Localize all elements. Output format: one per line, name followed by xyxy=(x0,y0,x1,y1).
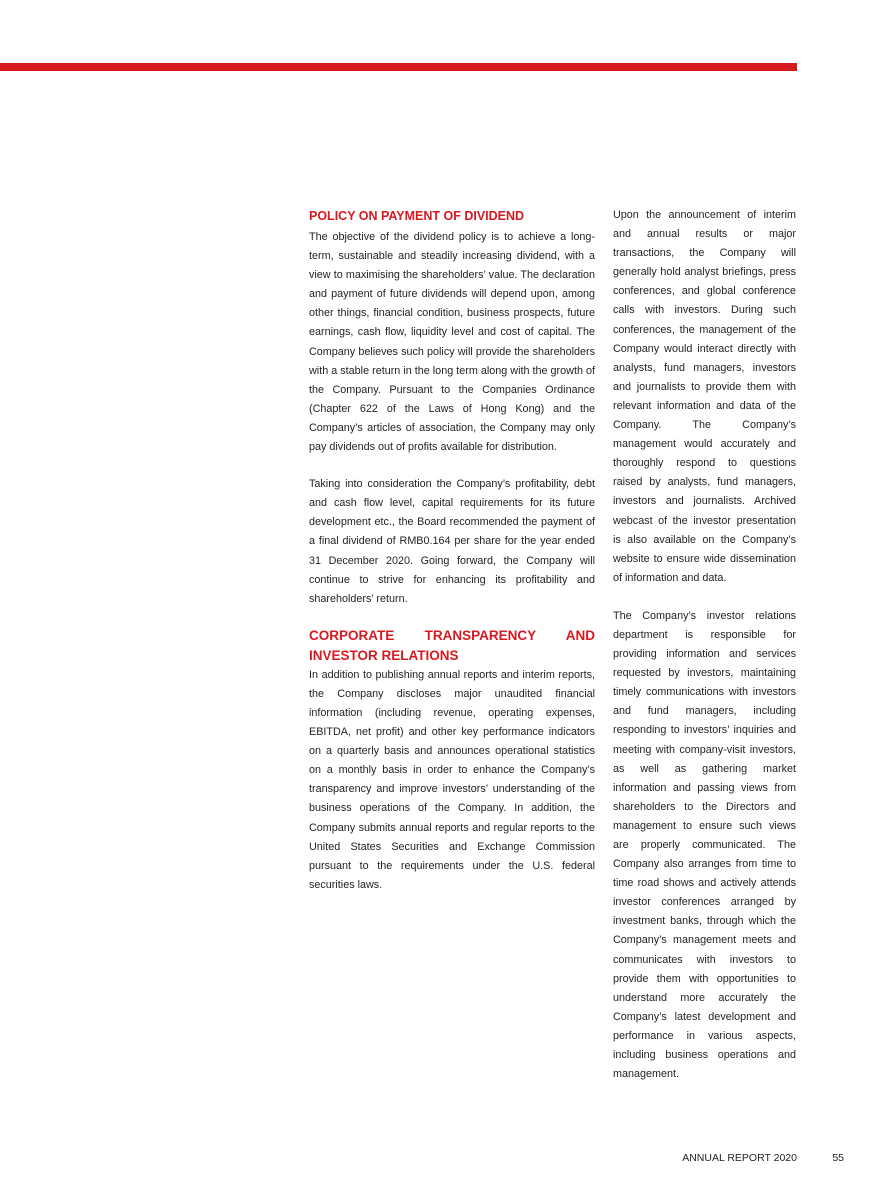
dividend-policy-paragraph-2: Taking into consideration the Company’s profitability, debt and cash flow level, capital requirements for its future development etc., the Board recommended the payment of a final dividend of RMB0.164 per share for the year ended 31 December 2020. Going forward, the Company will continue to strive for enhancing its profitability and shareholders’ return. xyxy=(309,478,595,605)
footer-report-title: ANNUAL REPORT 2020 xyxy=(682,1152,797,1164)
page-number: 55 xyxy=(832,1152,844,1164)
transparency-paragraph-1: In addition to publishing annual reports and interim reports, the Company discloses major unaudited financial information (including revenue, operating expenses, EBITDA, net profit) and other key performance indicators on a quarterly basis and announces operational statistics on a monthly basis in order to enhance the Company’s transparency and improve investors’ understanding of the business operations of the Company. In addition, the Company submits annual reports and regular reports to the United States Securities and Exchange Commission pursuant to the requirements under the U.S. federal securities laws. xyxy=(309,668,595,891)
section-heading-dividend-policy: POLICY ON PAYMENT OF DIVIDEND xyxy=(309,209,525,223)
header-red-bar xyxy=(0,63,797,71)
section-heading-corporate-transparency: CORPORATE TRANSPARENCY AND INVESTOR RELATIONS xyxy=(309,627,595,663)
right-column xyxy=(613,206,796,1084)
investor-relations-paragraph-2: The Company’s investor relations department is responsible for providing information and services requested by investors, maintaining timely communications with investors and fund managers, including responding to investors’ inquiries and meeting with company-visit investors, as well as gathering market information and passing views from shareholders to the Directors and management to ensure such views are properly communicated. The Company also arranges from time to time road shows and actively attends investor conferences arranged by investment banks, through which the Company’s management meets and communicates with investors to provide them with opportunities to understand more accurately the Company’s latest development and performance in various aspects, including business operations and management. xyxy=(613,609,796,1081)
investor-relations-paragraph-1: Upon the announcement of interim and annual results or major transactions, the Company will generally hold analyst briefings, press conferences, and global conference calls with investors. During such conferences, the management of the Company would interact directly with analysts, fund managers, investors and journalists to provide them with relevant information and data of the Company. The Company’s management would accurately and thoroughly respond to questions raised by analysts, fund managers, investors and journalists. Archived webcast of the investor presentation is also available on the Company’s website to ensure wide dissemination of information and data. xyxy=(613,209,796,584)
dividend-policy-paragraph-1: The objective of the dividend policy is to achieve a long-term, sustainable and steadily increasing dividend, with a view to maximising the shareholders’ value. The declaration and payment of future dividends will depend upon, among other things, financial condition, business prospects, future earnings, cash flow, liquidity level and cost of capital. The Company believes such policy will provide the shareholders with a stable return in the long term along with the growth of the Company. Pursuant to the Companies Ordinance (Chapter 622 of the Laws of Hong Kong) and the Company’s articles of association, the Company may only pay dividends out of profits available for distribution. xyxy=(309,231,595,454)
left-column xyxy=(309,206,595,895)
